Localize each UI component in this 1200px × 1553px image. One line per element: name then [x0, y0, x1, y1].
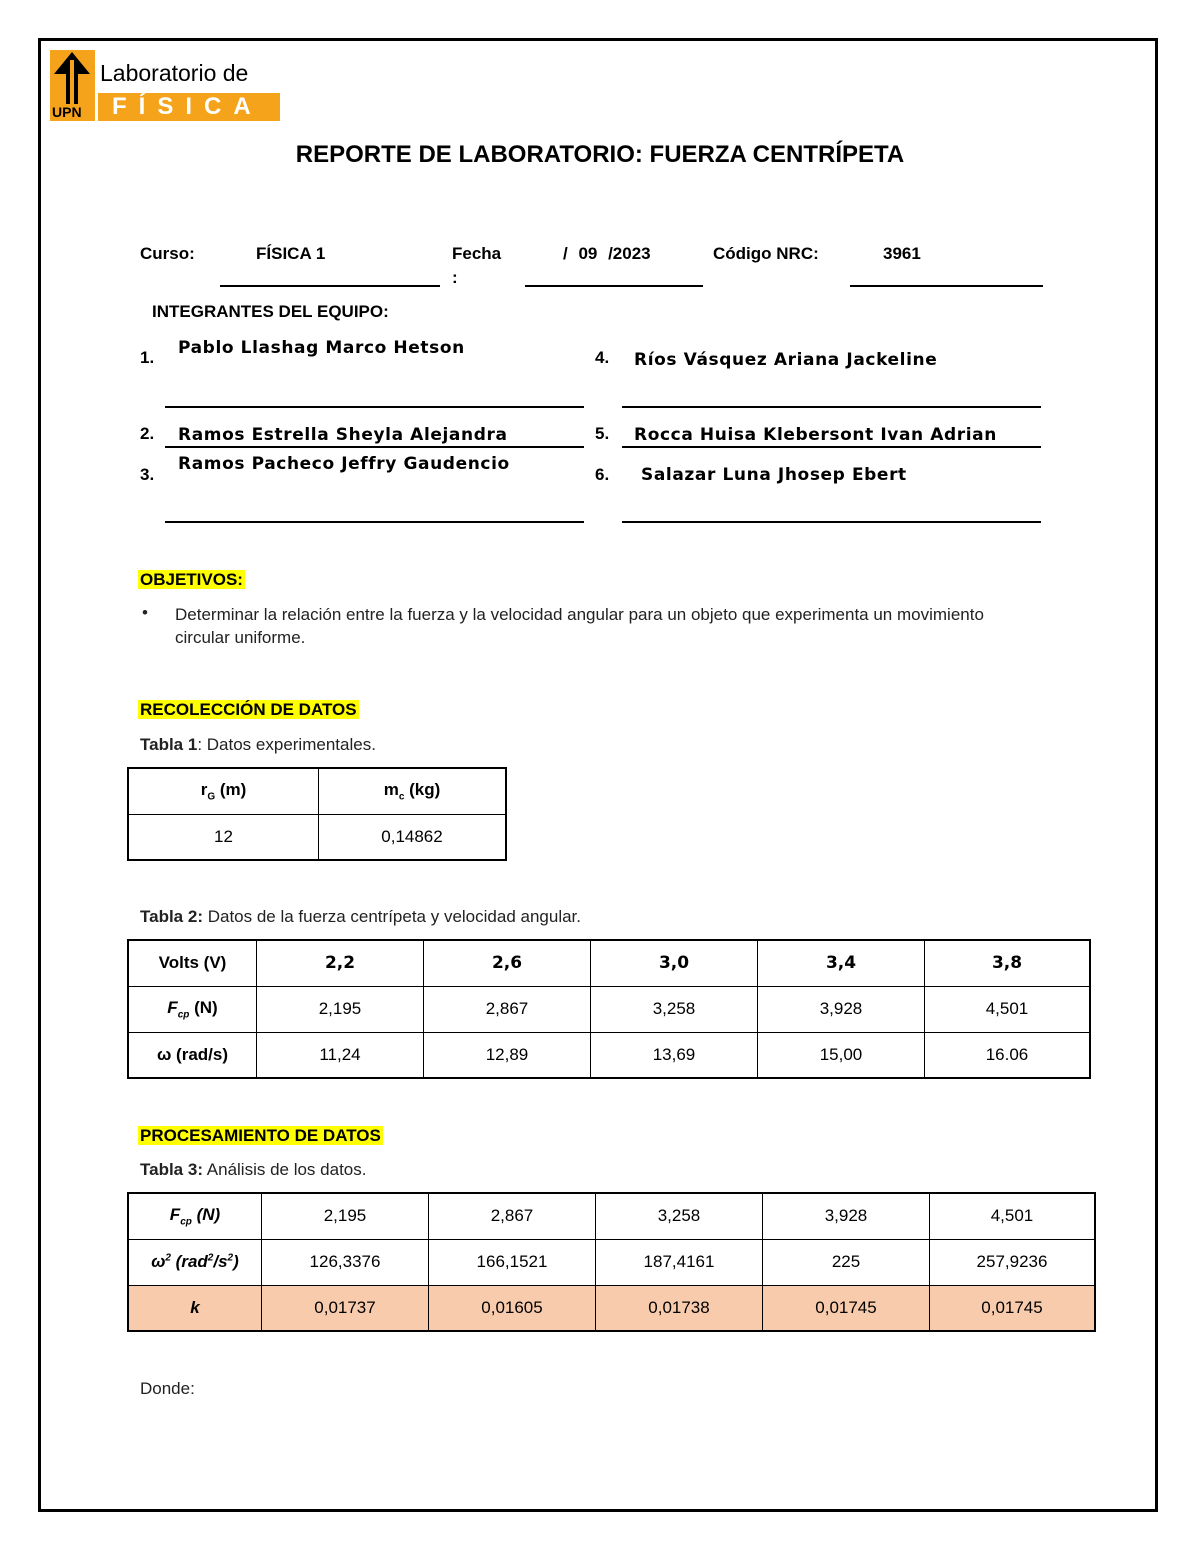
- fecha-colon: :: [452, 268, 458, 287]
- curso-value: FÍSICA 1: [256, 244, 326, 263]
- table2-force-cell: 2,867: [424, 986, 591, 1032]
- table3-caption-label: Tabla 3:: [140, 1160, 203, 1179]
- table3-omega-sq-cell: 187,4161: [596, 1239, 763, 1285]
- table3-force-cell: 3,258: [596, 1193, 763, 1239]
- page-title: REPORTE DE LABORATORIO: FUERZA CENTRÍPETA: [295, 141, 905, 168]
- table3-row-label: $\omega^2$ $(rad^2/s^2)$: [128, 1239, 262, 1285]
- table3-k-cell: 0,01737: [262, 1285, 429, 1331]
- table3: [127, 1192, 1096, 1332]
- member-number: 4.: [595, 348, 610, 367]
- table3-k-cell: 0,01745: [763, 1285, 930, 1331]
- table2-omega-cell: 11,24: [257, 1032, 424, 1078]
- table2-volt-cell: 3,4: [758, 940, 925, 986]
- member-underline: [622, 446, 1041, 448]
- table2-force-cell: 4,501: [925, 986, 1091, 1032]
- table3-force-cell: 4,501: [930, 1193, 1096, 1239]
- recoleccion-heading: RECOLECCIÓN DE DATOS: [140, 700, 357, 719]
- table3-force-cell: 2,195: [262, 1193, 429, 1239]
- table2-volt-cell: 2,2: [257, 940, 424, 986]
- curso-label: Curso:: [140, 244, 195, 263]
- table3-omega-sq-cell: 166,1521: [429, 1239, 596, 1285]
- table2-omega-cell: 12,89: [424, 1032, 591, 1078]
- member-number: 1.: [140, 348, 155, 367]
- member-name: Ramos Estrella Sheyla Alejandra: [178, 425, 508, 445]
- table3-row-label: k: [128, 1285, 262, 1331]
- member-number: 3.: [140, 465, 155, 484]
- table3-row-label: $F_{cp}$ (N): [128, 1193, 262, 1239]
- table1-header-rg: $r_G$ (m): [128, 768, 319, 814]
- nrc-underline: [850, 285, 1043, 287]
- logo-line2: FÍSICA: [112, 93, 263, 120]
- table3-omega-sq-cell: 257,9236: [930, 1239, 1096, 1285]
- member-name: Ríos Vásquez Ariana Jackeline: [634, 350, 938, 370]
- donde-text: Donde:: [140, 1379, 195, 1398]
- table2-row-label: ω (rad/s): [128, 1032, 257, 1078]
- member-underline: [622, 406, 1041, 408]
- table2-omega-cell: 13,69: [591, 1032, 758, 1078]
- table2-force-cell: 3,258: [591, 986, 758, 1032]
- table2-caption-label: Tabla 2:: [140, 907, 203, 926]
- fecha-underline: [525, 285, 703, 287]
- member-number: 2.: [140, 424, 155, 443]
- table1-caption-label: Tabla 1: [140, 735, 198, 754]
- fecha-value: / 09 /2023: [563, 244, 651, 263]
- member-underline: [165, 406, 584, 408]
- table2: [127, 939, 1091, 1079]
- member-number: 6.: [595, 465, 610, 484]
- table3-omega-sq-cell: 126,3376: [262, 1239, 429, 1285]
- table1-cell: 0,14862: [319, 814, 507, 860]
- member-name: Ramos Pacheco Jeffry Gaudencio: [178, 454, 510, 474]
- table2-volt-cell: 3,8: [925, 940, 1091, 986]
- table1-caption-text: : Datos experimentales.: [197, 735, 376, 754]
- table3-k-cell: 0,01745: [930, 1285, 1096, 1331]
- objetivo-line2: circular uniforme.: [175, 628, 306, 647]
- table3-force-cell: 2,867: [429, 1193, 596, 1239]
- table2-omega-cell: 15,00: [758, 1032, 925, 1078]
- table2-force-cell: 3,928: [758, 986, 925, 1032]
- member-underline: [165, 446, 584, 448]
- table3-caption-text: Análisis de los datos.: [202, 1160, 367, 1179]
- table1-header-mc: $m_c$ (kg): [319, 768, 507, 814]
- curso-underline: [220, 285, 440, 287]
- nrc-value: 3961: [883, 244, 921, 263]
- member-number: 5.: [595, 424, 610, 443]
- bullet-icon: •: [142, 603, 148, 622]
- table1-cell: 12: [128, 814, 319, 860]
- table2-omega-cell: 16.06: [925, 1032, 1091, 1078]
- team-heading: INTEGRANTES DEL EQUIPO:: [152, 302, 389, 321]
- table1-caption: [140, 735, 376, 755]
- table2-caption-text: Datos de la fuerza centrípeta y velocidad angular.: [202, 907, 581, 926]
- table2-volt-cell: 2,6: [424, 940, 591, 986]
- member-name: Salazar Luna Jhosep Ebert: [641, 465, 907, 485]
- table2-row-label: Volts (V): [128, 940, 257, 986]
- procesamiento-heading: PROCESAMIENTO DE DATOS: [140, 1126, 381, 1145]
- table2-volt-cell: 3,0: [591, 940, 758, 986]
- table2-force-cell: 2,195: [257, 986, 424, 1032]
- table3-caption: [140, 1160, 366, 1180]
- nrc-label: Código NRC:: [713, 244, 819, 263]
- table3-omega-sq-cell: 225: [763, 1239, 930, 1285]
- objetivos-heading: OBJETIVOS:: [140, 570, 243, 589]
- table3-force-cell: 3,928: [763, 1193, 930, 1239]
- member-underline: [165, 521, 584, 523]
- member-name: Rocca Huisa Klebersont Ivan Adrian: [634, 425, 997, 445]
- up-arrow-icon: [50, 50, 95, 106]
- logo-line1: Laboratorio de: [100, 60, 249, 86]
- table2-caption: [140, 907, 581, 927]
- member-name: Pablo Llashag Marco Hetson: [178, 338, 465, 358]
- table3-k-cell: 0,01605: [429, 1285, 596, 1331]
- logo-upn-text: UPN: [52, 104, 82, 120]
- table1: [127, 767, 507, 861]
- table3-k-cell: 0,01738: [596, 1285, 763, 1331]
- objetivo-line1: Determinar la relación entre la fuerza y la velocidad angular para un objeto que experimenta un movimiento: [175, 605, 984, 624]
- fecha-label: Fecha: [452, 244, 502, 263]
- table2-row-label: $F_{cp}$ (N): [128, 986, 257, 1032]
- member-underline: [622, 521, 1041, 523]
